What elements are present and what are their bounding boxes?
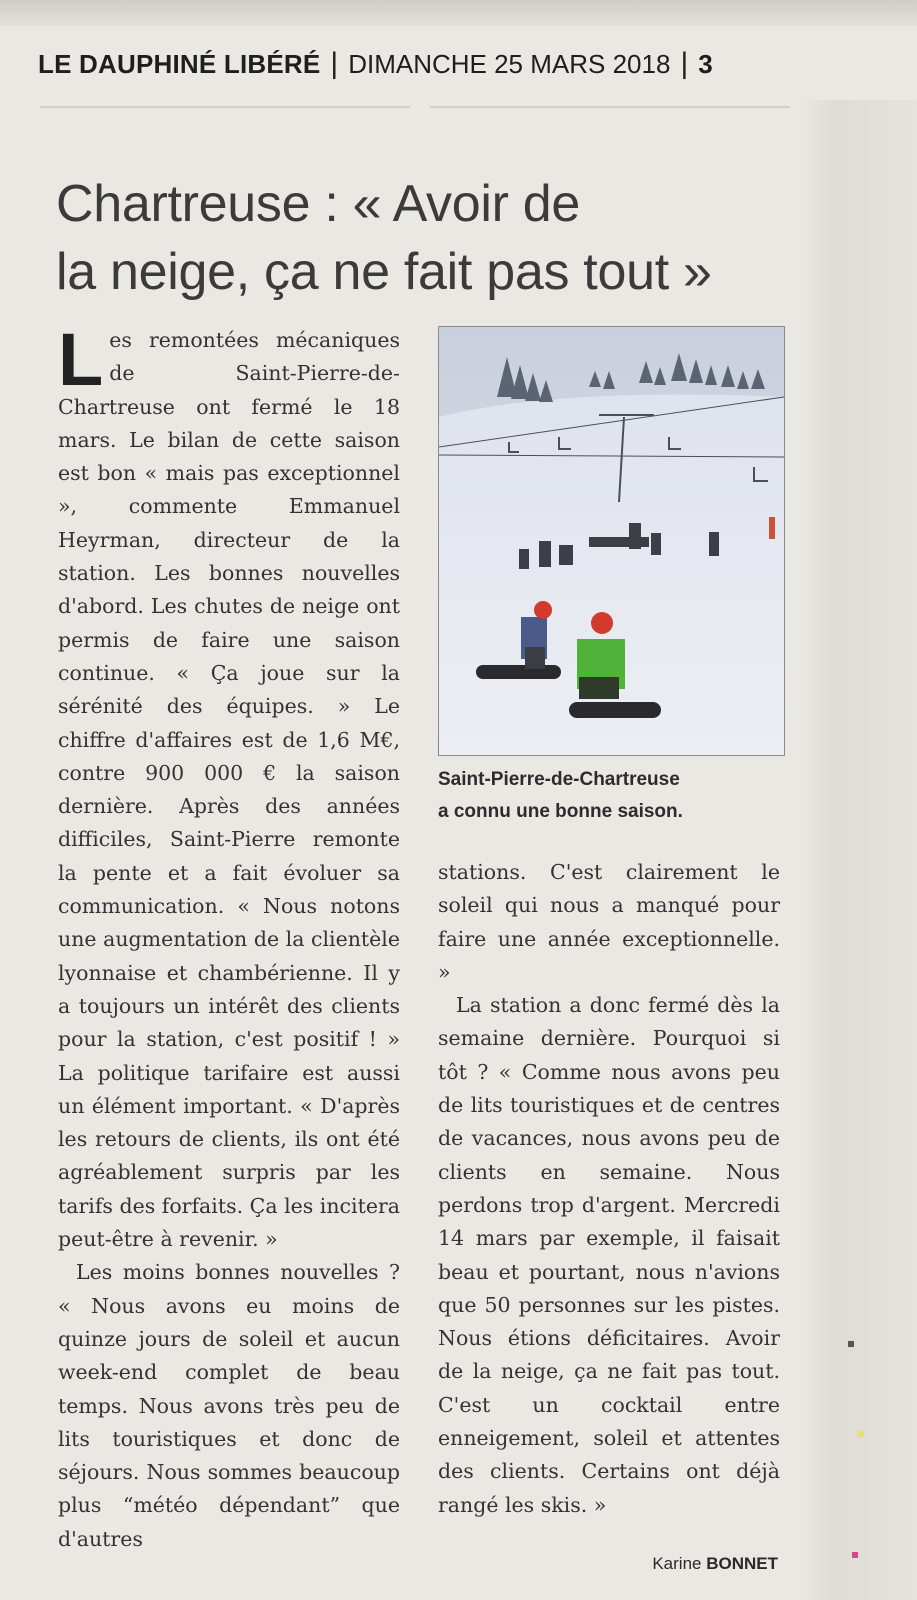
article-paragraph xyxy=(58,318,400,1256)
print-registration-mark xyxy=(858,1431,864,1437)
author-last-name: BONNET xyxy=(706,1554,778,1573)
header-separator: | xyxy=(680,47,689,80)
author-byline xyxy=(598,1554,778,1574)
article-paragraph: Les moins bonnes nouvelles ? « Nous avons eu moins de quinze jours de soleil et aucun week-end complet de beau temps. Nous avons très peu de lits touristiques et donc de séjours. Nous sommes beaucoup plus “météo dépendant” que d'autres xyxy=(58,1260,400,1551)
drop-cap: L xyxy=(58,318,104,401)
article-headline xyxy=(56,170,796,306)
article-paragraph: stations. C'est clairement le soleil qui nous a manqué pour faire une année exceptionnelle. » xyxy=(438,860,780,984)
photo-caption xyxy=(438,764,783,828)
photo-illustration xyxy=(439,327,784,755)
adjacent-page-bleed-top xyxy=(0,0,917,26)
caption-line: a connu une bonne saison. xyxy=(438,801,683,822)
ski-slope-photo xyxy=(438,326,785,756)
headline-line: Chartreuse : « Avoir de xyxy=(56,175,580,233)
header-separator: | xyxy=(330,47,339,80)
paragraph-text: es remontées mécaniques de Saint-Pierre-de-Chartreuse ont fermé le 18 mars. Le bilan de cette saison est bon « mais pas exceptionnel », commente Emmanuel Heyrman, directeur de la station. Les bonnes nouvelles d'abord. Les chutes de neige ont permis de faire une saison continue. « Ça joue sur la sérénité des équipes. » Le chiffre d'affaires est de 1,6 M€, contre 900 000 € la saison dernière. Après des années difficiles, Saint-Pierre remonte la pente et a fait évoluer sa communication. « Nous notons une augmentation de la clientèle lyonnaise et chambérienne. Il y a toujours un intérêt des clients pour la station, c'est positif ! » La politique tarifaire est aussi un élément important. « D'après les retours de clients, ils ont été agréablement surpris par les tarifs des forfaits. Ça les incitera peut-être à revenir. » xyxy=(58,328,400,1252)
adjacent-page-bleed-right xyxy=(800,100,917,1600)
issue-date: DIMANCHE 25 MARS 2018 xyxy=(348,48,671,79)
print-registration-mark xyxy=(852,1552,858,1558)
article-paragraph: La station a donc fermé dès la semaine dernière. Pourquoi si tôt ? « Comme nous avons peu de lits touristiques et de centres de vacances, nous avons peu de clients en semaine. Nous perdons trop d'argent. Mercredi 14 mars par exemple, il faisait beau et pourtant, nous n'avions que 50 personnes sur les pistes. Nous étions déficitaires. Avoir de la neige, ça ne fait pas tout. C'est un cocktail entre enneigement, soleil et attentes des clients. Certains ont déjà rangé les skis. » xyxy=(438,993,780,1517)
print-registration-mark xyxy=(848,1341,854,1347)
headline-line: la neige, ça ne fait pas tout » xyxy=(56,243,712,301)
article-column-left xyxy=(58,318,400,1556)
newspaper-name: LE DAUPHINÉ LIBÉRÉ xyxy=(38,48,321,79)
newspaper-header xyxy=(38,44,713,84)
author-first-name: Karine xyxy=(652,1554,702,1573)
caption-line: Saint-Pierre-de-Chartreuse xyxy=(438,769,680,790)
page-number: 3 xyxy=(698,48,713,79)
show-through-line xyxy=(40,106,410,108)
article-column-right xyxy=(438,856,780,1522)
show-through-line xyxy=(430,106,790,108)
